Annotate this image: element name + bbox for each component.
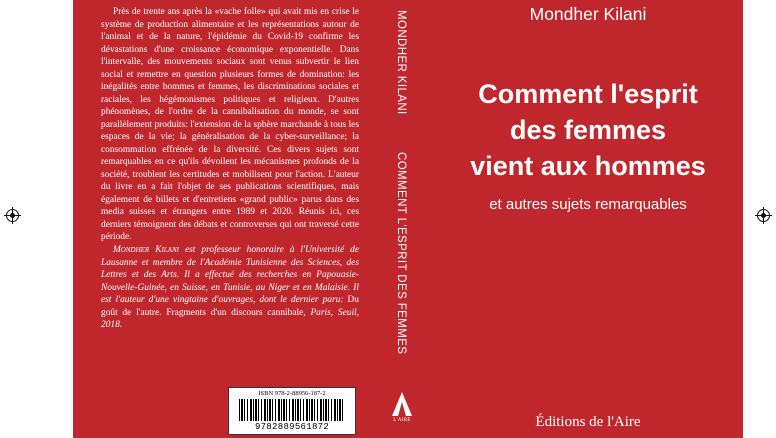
aire-logo-icon [387,386,417,418]
publisher-name: Éditions de l'Aire [535,414,641,430]
title-line-3: vient aux hommes [470,151,706,181]
ean-number: 9782889561872 [254,422,330,432]
book-spine [371,0,433,438]
bio-last-book: Du goût de l'autre. Fragments d'un discours cannibale [101,295,359,318]
publisher-logo-text: L'AIRE [393,418,411,423]
bio-author-name: Mondher Kilani [113,245,179,255]
registration-mark-left [6,209,19,222]
barcode [228,387,356,435]
book-subtitle: et autres sujets remarquables [489,196,687,213]
spine-author: MONDHER KILANI [395,10,407,115]
bio-end: , Paris, Seuil, 2018. [101,307,360,330]
title-line-1: Comment l'esprit [478,79,698,109]
isbn-label: ISBN 978-2-88956-187-2 [258,390,326,397]
registration-mark-right [757,209,770,222]
book-cover [73,0,743,438]
author-bio [101,244,359,332]
barcode-bars [239,399,345,421]
back-cover [73,0,371,438]
front-cover [433,0,743,438]
front-author: Mondher Kilani [529,4,647,24]
book-title [433,76,743,184]
publisher-logo [387,386,417,428]
bio-text: est professeur honoraire à l'Université de Lausanne et membre de l'Académie Tunisienne des Sciences, des Lettres et des Arts. Il a effectué des recherches en Papouasie-Nouvelle-Guinée, en Suisse, en Tunisie, au Niger et en Malaisie. Il est l'auteur d'une vingtaine d'ouvrages, dont le dernier paru: [101,245,360,305]
back-blurb: Près de trente ans après la «vache folle» qui avait mis en crise le système de production alimentaire et les représentations autour de l'animal et de la nature, l'épidémie du Covid-19 confirme les dévastations d'une croissance économique exponentielle. Dans l'intervalle, des mouvements sociaux sont venus subvertir le lien social et remettre en question plusieurs formes de domination: les inégalités entre hommes et femmes, les discriminations sociales et raciales, les hégémonismes politiques et religieux. D'autres phénomènes, de l'ordre de la cannibalisation du monde, se sont parallèlement produits: l'extension de la sphère marchande à tous les espaces de la vie; la généralisation de la cyber-surveillance; la consommation effrénée de la diversité. Ces divers sujets sont remarquables en ce qu'ils dévoilent les mécanismes profonds de la société, troublent les certitudes et mobilisent pour l'action. L'auteur du livre en a fait l'objet de ses publications scientifiques, mais également de billets et d'entretiens «grand public» parus dans des media suisses et étrangers entre 1989 et 2020. Réunis ici, ces derniers témoignent des débats et controverses qui ont traversé cette période. [101,7,359,242]
title-line-2: des femmes [509,115,667,145]
spine-title: COMMENT L'ESPRIT DES FEMMES [395,152,407,355]
